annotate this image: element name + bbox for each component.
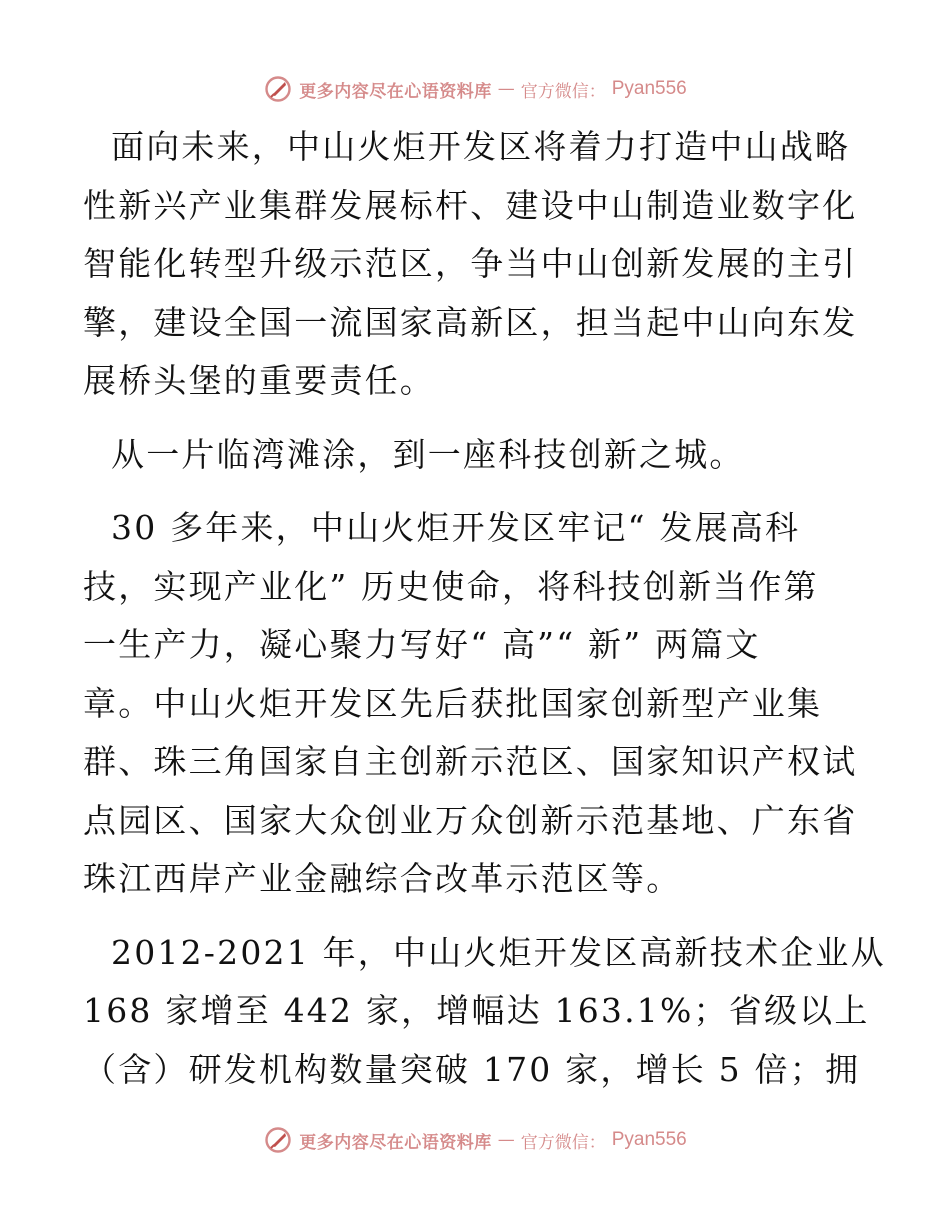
text-line: （含）研发机构数量突破 170 家，增长 5 倍；拥: [83, 1049, 861, 1089]
text-line: 面向未来，中山火炬开发区将着力打造中山战略: [111, 127, 851, 166]
paragraph-3: [83, 499, 858, 909]
watermark-wechat-label: 官方微信：: [520, 1132, 606, 1153]
watermark-separator: —: [497, 1130, 515, 1150]
watermark-separator: —: [497, 79, 515, 99]
text-line: 一生产力，凝心聚力写好“ 高”“ 新” 两篇文: [83, 625, 761, 664]
watermark-footer: [0, 1123, 950, 1157]
text-line: 智能化转型升级示范区，争当中山创新发展的主引: [83, 244, 858, 283]
paragraph-1: [83, 118, 858, 411]
watermark-brand: 更多内容尽在心语资料库: [299, 81, 492, 102]
watermark-header: [0, 72, 950, 106]
quill-circle-logo-icon: [263, 74, 293, 104]
text-line: 168 家增至 442 家，增幅达 163.1%；省级以上: [83, 991, 870, 1030]
text-line: 展桥头堡的重要责任。: [83, 361, 435, 400]
watermark-wechat-id: Pyan556: [611, 78, 687, 99]
text-line: 擎，建设全国一流国家高新区，担当起中山向东发: [83, 302, 858, 342]
paragraph-4: [83, 924, 886, 1100]
text-line: 珠江西岸产业金融综合改革示范区等。: [83, 859, 682, 898]
paragraph-2: [97, 426, 857, 485]
document-body: [83, 118, 886, 1114]
text-line: 从一片临湾滩涂，到一座科技创新之城。: [111, 434, 745, 474]
watermark-wechat-id: Pyan556: [611, 1129, 687, 1150]
watermark-brand: 更多内容尽在心语资料库: [299, 1132, 492, 1153]
quill-circle-logo-icon: [263, 1125, 293, 1155]
text-line: 点园区、国家大众创业万众创新示范基地、广东省: [83, 800, 858, 840]
text-line: 章。中山火炬开发区先后获批国家创新型产业集: [83, 683, 823, 723]
text-line: 2012-2021 年，中山火炬开发区高新技术企业从: [111, 932, 886, 972]
text-line: 技，实现产业化” 历史使命，将科技创新当作第: [83, 566, 819, 606]
text-line: 30 多年来，中山火炬开发区牢记“ 发展高科: [111, 508, 801, 547]
watermark-wechat-label: 官方微信：: [520, 81, 606, 102]
text-line: 群、珠三角国家自主创新示范区、国家知识产权试: [83, 742, 858, 781]
text-line: 性新兴产业集群发展标杆、建设中山制造业数字化: [83, 185, 858, 225]
